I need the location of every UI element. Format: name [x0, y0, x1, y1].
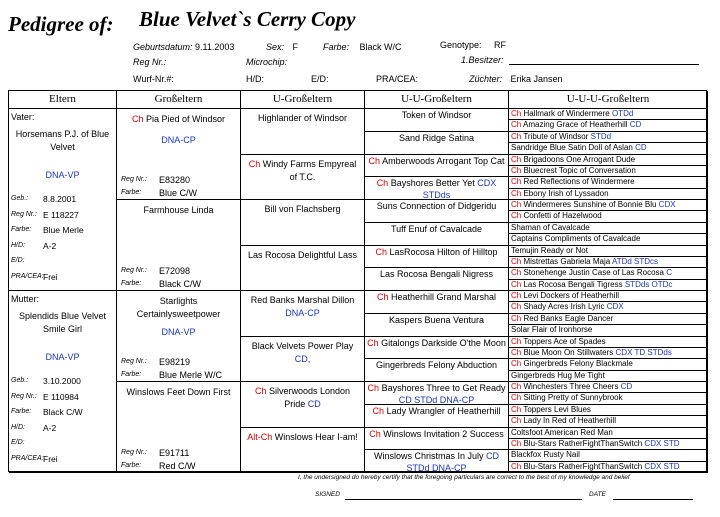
gg-grandparent-cell — [365, 246, 509, 269]
champion-title: Ch — [511, 438, 522, 448]
gg-grandparent-name — [367, 201, 506, 213]
dog-name-text: Coltsfoot American Red Man — [511, 427, 613, 437]
field-label: H/D: — [11, 241, 25, 249]
dog-name-text: Toppers Levi Blues — [523, 404, 591, 414]
pedigree-table — [8, 90, 707, 472]
great-grandparent-cell — [241, 246, 365, 292]
besitzer-line — [509, 64, 699, 65]
champion-title: Ch — [511, 165, 522, 175]
gg-grandparent-cell — [365, 382, 509, 405]
champion-title: Ch — [511, 188, 522, 198]
ggg-grandparent-cell — [509, 359, 708, 370]
ggg-grandparent-cell — [509, 166, 708, 177]
dna-badge: DNA-CP — [161, 135, 196, 145]
farbe-field: Farbe: Black W/C — [323, 42, 402, 52]
ggg-grandparent-cell — [509, 428, 708, 439]
gg-grandparent-cell — [365, 155, 509, 178]
dog-name-text: Winslows Christmas In July — [373, 451, 484, 462]
ggg-grandparent-cell — [509, 177, 708, 188]
dog-name-text: Splendids Blue Velvet Smile Girl — [18, 311, 107, 334]
dog-name-text: Red Reflections of Windermere — [523, 177, 635, 187]
champion-title: Ch — [511, 268, 522, 278]
dog-name-text: Blue Moon On Stillwaters — [523, 347, 614, 357]
ggg-grandparent-cell — [509, 257, 708, 268]
great-grandparent-name — [244, 340, 361, 366]
dog-titles: DNA-CP — [285, 308, 320, 318]
dog-name-text: Gingerbreds Felony Abduction — [375, 360, 498, 371]
ggg-grandparent-cell — [509, 132, 708, 143]
ed-field: E/D: — [311, 74, 329, 84]
signature-line — [345, 499, 582, 500]
gg-grandparent-name — [367, 360, 506, 372]
great-grandparent-cell — [241, 200, 365, 246]
great-grandparent-cell — [241, 382, 365, 428]
ggg-grandparent-cell — [509, 234, 708, 245]
dog-name-text: Winslows Feet Down First — [126, 387, 231, 397]
field-label: Geb.: — [11, 377, 29, 384]
date-line — [613, 499, 693, 500]
field-label: Reg Nr.: — [11, 392, 37, 400]
dog-titles: CD — [307, 399, 321, 409]
dog-name-text: Winslows Hear I-am! — [274, 431, 358, 442]
dog-name-text: Hallmark of Windermere — [523, 109, 610, 118]
column-header: U-U-Großeltern — [365, 91, 509, 109]
field-label: Reg Nr.: — [121, 267, 147, 274]
field-value: E72098 — [159, 266, 191, 276]
champion-title: Ch — [511, 120, 522, 130]
champion-title: Ch — [511, 177, 522, 187]
parent-cell — [9, 109, 117, 291]
champion-title: Ch — [511, 347, 522, 357]
champion-title: Ch — [511, 291, 522, 300]
great-grandparent-cell — [241, 428, 365, 474]
champion-title: Ch — [376, 292, 389, 302]
ggg-grandparent-cell — [509, 109, 708, 120]
champion-title: Ch — [369, 428, 381, 439]
field-label: Farbe: — [121, 189, 142, 196]
great-grandparent-cell — [241, 109, 365, 155]
gg-grandparent-name — [367, 451, 506, 473]
champion-title: Ch — [511, 416, 522, 426]
dog-name-text: Windermeres Sunshine of Bonnie Blu — [523, 200, 657, 209]
field-label: Farbe: — [121, 280, 142, 287]
champion-title: Ch — [511, 279, 522, 289]
gg-grandparent-name — [367, 133, 506, 145]
dog-titles: STDds OTDc — [624, 279, 673, 289]
dog-name-text: Winchesters Three Cheers — [523, 382, 619, 391]
dog-name-text: Tuff Enuf of Cavalcade — [390, 223, 483, 234]
ggg-grandparent-cell — [509, 189, 708, 200]
dog-name-text: Las Rocosa Bengali Nigress — [379, 269, 494, 280]
dog-name-text: Confetti of Hazelwood — [523, 211, 602, 221]
dog-name-text: Tribute of Windsor — [523, 131, 589, 141]
great-grandparent-name — [244, 294, 361, 320]
gg-grandparent-name — [367, 429, 506, 441]
dog-name-text: Lady In Red of Heatherhill — [523, 416, 616, 426]
dog-titles: CDX — [606, 302, 624, 312]
gg-grandparent-cell — [365, 428, 509, 451]
gg-grandparent-name — [367, 269, 506, 281]
dog-titles: CD — [629, 120, 642, 130]
field-label: Reg Nr.: — [121, 358, 147, 365]
column-header: Großeltern — [117, 91, 241, 109]
dna-badge: DNA-VP — [161, 327, 196, 337]
dog-name-text: Gingerbreds Felony Blackmale — [523, 359, 633, 369]
ggg-grandparent-cell — [509, 337, 708, 348]
dog-name-text: Ebony Irish of Lyssadon — [523, 188, 609, 198]
dog-titles: CD, — [294, 353, 311, 364]
dog-name-text: Lady Wrangler of Heatherhill — [386, 405, 501, 416]
champion-title: Ch — [376, 178, 389, 189]
dog-name-text: Temujin Ready or Not — [511, 245, 588, 255]
dog-name-text: Brigadoons One Arrogant Dude — [523, 154, 636, 164]
geburtsdatum-field: Geburtsdatum: 9.11.2003 — [133, 42, 235, 52]
column-header: U-U-U-Großeltern — [509, 91, 708, 109]
dog-name-text: Las Rocosa Delightful Lass — [247, 249, 358, 260]
dog-titles: CDX STDds — [422, 178, 497, 200]
gg-grandparent-name — [367, 110, 506, 122]
dog-name-text: Shady Acres Irish Lyric — [523, 302, 605, 312]
dog-titles: C — [666, 268, 673, 278]
dog-name: Blue Velvet`s Cerry Copy — [139, 7, 356, 31]
column-header: Eltern — [9, 91, 117, 109]
grandparent-name — [120, 386, 237, 399]
champion-title: Ch — [368, 155, 381, 166]
dog-name-text: Bluecrest Topic of Conversation — [523, 165, 636, 175]
certification-text: I, the undersigned do hereby certify that the foregoing particulars are correct to the best of my knowledge and belief — [298, 474, 630, 481]
champion-title: Ch — [131, 114, 144, 124]
dog-titles: ATDd STDcs — [611, 256, 659, 266]
dog-name-text: Blu-Stars RatherFightThanSwitch — [523, 438, 643, 448]
ggg-grandparent-cell — [509, 382, 708, 393]
champion-title: Ch — [511, 382, 522, 391]
dog-name-text: Farmhouse Linda — [143, 205, 214, 215]
field-label: Farbe: — [121, 462, 142, 469]
column-header: U-Großeltern — [241, 91, 365, 109]
gg-grandparent-name — [367, 315, 506, 327]
champion-title: Ch — [511, 336, 522, 346]
dna-badge: DNA-VP — [45, 352, 80, 362]
ggg-grandparent-cell — [509, 280, 708, 291]
hd-field: H/D: — [246, 74, 264, 84]
parent-role: Vater: — [11, 112, 35, 122]
champion-title: Ch — [511, 404, 522, 414]
field-value: E 110984 — [43, 391, 79, 402]
dog-name-text: Heatherhill Grand Marshal — [390, 292, 497, 302]
champion-title: Ch — [511, 359, 522, 369]
ggg-grandparent-cell — [509, 405, 708, 416]
ggg-grandparent-cell — [509, 211, 708, 222]
field-value: E83280 — [159, 175, 191, 185]
grandparent-cell — [117, 109, 241, 200]
dog-name-text: Shaman of Cavalcade — [511, 222, 590, 232]
field-value: Blue C/W — [159, 188, 198, 198]
ggg-grandparent-cell — [509, 371, 708, 382]
field-value: Red C/W — [159, 461, 196, 471]
dog-name-text: Pia Pied of Windsor — [145, 114, 226, 124]
field-value: Frei — [43, 453, 58, 464]
ggg-grandparent-cell — [509, 450, 708, 461]
gg-grandparent-cell — [365, 200, 509, 223]
ggg-grandparent-cell — [509, 462, 708, 473]
champion-title: Ch — [511, 211, 522, 221]
grandparent-name — [120, 113, 237, 126]
field-label: PRA/CEA: — [11, 454, 44, 462]
ggg-grandparent-cell — [509, 302, 708, 313]
gg-grandparent-cell — [365, 177, 509, 200]
field-value: 8.8.2001 — [43, 194, 77, 204]
ggg-grandparent-cell — [509, 393, 708, 404]
dog-titles: CD STDd DNA-CP — [398, 394, 475, 405]
gg-grandparent-cell — [365, 223, 509, 246]
field-value: A-2 — [43, 422, 57, 433]
field-label: Farbe: — [11, 226, 32, 233]
wurfnr-field: Wurf-Nr.#: — [133, 74, 174, 84]
field-value: Blue Merle W/C — [159, 370, 223, 380]
champion-title: Ch — [367, 383, 380, 393]
dog-name-text: Sandridge Blue Satin Doll of Aslan — [511, 143, 633, 153]
dog-titles: CD — [635, 143, 647, 153]
dog-name-text: Levi Dockers of Heatherhill — [523, 291, 620, 300]
ggg-grandparent-cell — [509, 246, 708, 257]
champion-title: Ch — [511, 200, 522, 209]
field-value: E91711 — [159, 448, 190, 458]
ggg-grandparent-cell — [509, 291, 708, 302]
ggg-grandparent-cell — [509, 348, 708, 359]
gg-grandparent-cell — [365, 359, 509, 382]
dog-titles: CD — [620, 382, 633, 391]
dog-name-text: Silverwoods London Pride — [268, 386, 351, 409]
great-grandparent-cell — [241, 155, 365, 201]
champion-title: Ch — [511, 302, 522, 312]
dog-titles: CDX STD — [644, 461, 680, 471]
dog-name-text: Kaspers Buena Ventura — [388, 314, 485, 325]
gg-grandparent-name — [367, 292, 506, 304]
field-label: E/D: — [11, 439, 25, 446]
sex-field: Sex: F — [266, 42, 299, 52]
dog-name-text: Captains Compliments of Cavalcade — [511, 234, 641, 244]
field-value: Black C/W — [43, 407, 83, 417]
field-value: 3.10.2000 — [43, 376, 81, 386]
great-grandparent-name — [244, 158, 361, 184]
dog-titles: CD STDd DNA-CP — [406, 451, 500, 473]
field-label: Reg Nr.: — [121, 176, 147, 183]
dog-name-text: Horsemans P.J. of Blue Velvet — [15, 129, 110, 152]
parent-name — [13, 128, 112, 154]
great-grandparent-cell — [241, 337, 365, 383]
great-grandparent-name — [244, 112, 361, 125]
field-label: E/D: — [11, 257, 25, 264]
champion-title: Ch — [511, 313, 522, 323]
dog-titles: OTDd — [611, 109, 634, 118]
dog-name-text: Red Banks Eagle Dancer — [523, 313, 614, 323]
signed-label: SIGNED — [315, 491, 340, 498]
champion-title: Ch — [511, 109, 522, 118]
dog-name-text: Stonehenge Justin Case of Las Rocosa — [523, 268, 665, 278]
dog-name-text: Mistrettas Gabriela Maja — [523, 256, 611, 266]
gg-grandparent-name — [367, 338, 506, 350]
champion-title: Ch — [511, 256, 522, 266]
ggg-grandparent-cell — [509, 314, 708, 325]
ggg-grandparent-cell — [509, 120, 708, 131]
gg-grandparent-name — [367, 224, 506, 236]
gg-grandparent-cell — [365, 132, 509, 155]
champion-title: Ch — [367, 337, 379, 348]
champion-title: Ch — [254, 386, 267, 396]
field-label: Reg Nr.: — [11, 210, 37, 218]
field-value: Frei — [43, 271, 58, 282]
ggg-grandparent-cell — [509, 143, 708, 154]
dog-name-text: Gingerbreds Hug Me Tight — [511, 370, 605, 380]
field-label: H/D: — [11, 423, 25, 431]
dog-name-text: Highlander of Windsor — [257, 113, 348, 123]
field-value: E 118227 — [43, 209, 79, 220]
regnr-field: Reg Nr.: — [133, 57, 167, 67]
zuchter-field: Züchter: Erika Jansen — [469, 74, 563, 84]
champion-title: Ch — [248, 158, 261, 169]
genotype-field: Genotype: RF — [440, 40, 507, 50]
champion-title: Ch — [511, 131, 522, 141]
gg-grandparent-cell — [365, 405, 509, 428]
field-value: A-2 — [43, 240, 57, 251]
dog-name-text: Red Banks Marshal Dillon — [250, 295, 355, 305]
besitzer-field: 1.Besitzer: — [461, 55, 504, 65]
champion-title: Ch — [372, 405, 385, 416]
dog-name-text: Bill von Flachsberg — [264, 204, 341, 214]
dog-name-text: Black Velvets Power Play — [251, 340, 354, 351]
ggg-grandparent-cell — [509, 268, 708, 279]
champion-title: Ch — [375, 246, 387, 257]
microchip-field: Microchip: — [246, 57, 288, 67]
dog-name-text: Bayshores Better Yet — [390, 178, 475, 189]
parent-name — [13, 310, 112, 336]
field-label: Reg Nr.: — [121, 449, 147, 456]
dog-name-text: Sitting Pretty of Sunnybrook — [523, 393, 623, 403]
dog-name-text: Solar Flair of Ironhorse — [511, 325, 593, 335]
gg-grandparent-name — [367, 406, 506, 418]
dog-name-text: Blu-Stars RatherFightThanSwitch — [523, 461, 643, 471]
gg-grandparent-cell — [365, 268, 509, 291]
dog-name-text: Suns Connection of Didgeridu — [376, 201, 497, 211]
parent-cell — [9, 291, 117, 473]
gg-grandparent-cell — [365, 291, 509, 314]
gg-grandparent-cell — [365, 314, 509, 337]
great-grandparent-name — [244, 385, 361, 411]
grandparent-name — [120, 295, 237, 321]
grandparent-cell — [117, 382, 241, 473]
field-label: Geb.: — [11, 195, 29, 202]
dog-titles: STDd — [590, 131, 612, 141]
ggg-grandparent-cell — [509, 223, 708, 234]
pra-field: PRA/CEA: — [376, 74, 419, 84]
field-label: Farbe: — [121, 371, 142, 378]
dog-titles: CDX — [658, 200, 676, 209]
gg-grandparent-name — [367, 383, 506, 405]
great-grandparent-cell — [241, 291, 365, 337]
ggg-grandparent-cell — [509, 200, 708, 211]
parent-role: Mutter: — [11, 294, 40, 304]
great-grandparent-name — [244, 249, 361, 262]
dog-name-text: Las Rocosa Bengali Tigress — [523, 279, 623, 289]
field-value: Black C/W — [159, 279, 202, 289]
champion-title: Ch — [511, 154, 522, 164]
dog-name-text: Gitalongs Darkside O'the Moon — [381, 337, 506, 348]
champion-title: Ch — [511, 461, 522, 471]
gg-grandparent-name — [367, 178, 506, 200]
great-grandparent-name — [244, 431, 361, 444]
dog-name-text: Blackfox Rusty Nail — [511, 450, 580, 460]
dog-name-text: Windy Farms Empyreal of T.C. — [262, 158, 357, 182]
gg-grandparent-name — [367, 156, 506, 168]
gg-grandparent-cell — [365, 337, 509, 360]
dog-name-text: Starlights Certainlysweetpower — [136, 296, 221, 319]
dog-name-text: Token of Windsor — [401, 110, 472, 120]
champion-title: Ch — [511, 393, 522, 403]
field-label: Farbe: — [11, 408, 32, 415]
dog-name-text: Bayshores Three to Get Ready — [381, 383, 506, 393]
champion-title: Alt-Ch — [247, 431, 273, 442]
field-value: E98219 — [159, 357, 191, 367]
dog-name-text: Amberwoods Arrogant Top Cat — [382, 155, 505, 166]
date-label: DATE — [589, 491, 606, 498]
page-title-label: Pedigree of: — [8, 12, 114, 36]
grandparent-cell — [117, 200, 241, 291]
gg-grandparent-cell — [365, 450, 509, 473]
ggg-grandparent-cell — [509, 155, 708, 166]
dog-name-text: Toppers Ace of Spades — [523, 336, 606, 346]
grandparent-name — [120, 204, 237, 217]
dog-name-text: Winslows Invitation 2 Success — [383, 428, 504, 439]
dog-titles: CDX TD STDds — [615, 347, 672, 357]
dog-name-text: Sand Ridge Satina — [398, 132, 475, 143]
ggg-grandparent-cell — [509, 325, 708, 336]
dog-name-text: LasRocosa Hilton of Hilltop — [389, 246, 498, 257]
gg-grandparent-name — [367, 247, 506, 259]
great-grandparent-name — [244, 203, 361, 216]
dog-name-text: Amazing Grace of Heatherhill — [523, 120, 628, 130]
ggg-grandparent-cell — [509, 416, 708, 427]
gg-grandparent-cell — [365, 109, 509, 132]
field-value: Blue Merle — [43, 225, 84, 235]
ggg-grandparent-cell — [509, 439, 708, 450]
dog-titles: CDX STD — [644, 438, 680, 448]
grandparent-cell — [117, 291, 241, 382]
dna-badge: DNA-VP — [45, 170, 80, 180]
field-label: PRA/CEA: — [11, 272, 44, 280]
